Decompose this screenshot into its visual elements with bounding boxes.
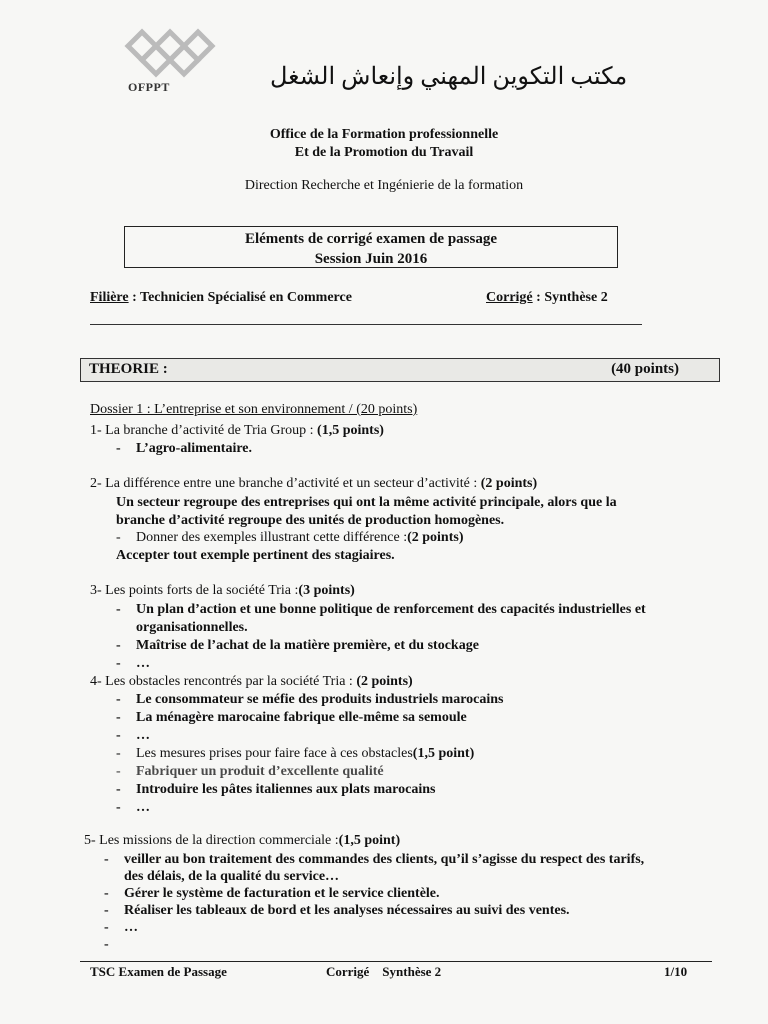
answer-text: branche d’activité regroupe des unités de production homogènes.: [116, 513, 505, 528]
filiere-value: : Technicien Spécialisé en Commerce: [128, 290, 352, 305]
question-text: 5- Les missions de la direction commerciale :: [84, 833, 339, 848]
arabic-title: مكتب التكوين المهني وإنعاش الشغل: [270, 64, 628, 90]
dossier-heading: Dossier 1 : L’entreprise et son environnement / (20 points): [90, 402, 418, 417]
answer-text: organisationnelles.: [136, 620, 248, 635]
answer-item: - Introduire les pâtes italiennes aux plats marocains: [116, 782, 436, 797]
filiere: [90, 290, 352, 306]
logo-label: OFPPT: [128, 80, 170, 94]
filiere-label: Filière: [90, 290, 129, 305]
answer-item: - …: [116, 656, 150, 671]
answer-text: veiller au bon traitement des commandes des clients, qu’il s’agisse du respect des tarifs,: [124, 852, 645, 867]
question-text: 2- La différence entre une branche d’activité et un secteur d’activité :: [90, 476, 481, 491]
footer-divider: [80, 961, 712, 962]
question-points: (1,5 point): [412, 746, 475, 761]
question-text: 3- Les points forts de la société Tria :: [90, 583, 299, 598]
question-points: (2 points): [356, 674, 413, 689]
answer-text: Un plan d’action et une bonne politique de renforcement des capacités industrielles et: [136, 602, 646, 617]
answer-item-empty: -: [104, 937, 109, 952]
answer-text: Réaliser les tableaux de bord et les analyses nécessaires au suivi des ventes.: [124, 903, 570, 918]
question-points: (2 points): [407, 530, 464, 545]
answer-text: des délais, de la qualité du service…: [124, 869, 340, 884]
sub-question: - Les mesures prises pour faire face à ces obstacles(1,5 point): [116, 746, 475, 761]
exam-session: Session Juin 2016: [314, 251, 428, 267]
theorie-banner: [80, 358, 720, 382]
answer-item: - L’agro-alimentaire.: [116, 441, 253, 456]
corrige-label: Corrigé: [486, 290, 533, 305]
answer-item: - La ménagère marocaine fabrique elle-même sa semoule: [116, 710, 467, 725]
question-1: [90, 423, 384, 439]
footer-center: Corrigé Synthèse 2: [326, 964, 442, 979]
answer-text: …: [136, 728, 150, 743]
answer-text: Introduire les pâtes italiennes aux plats marocains: [136, 782, 436, 797]
question-3: [90, 583, 355, 599]
answer-item: - Maîtrise de l’achat de la matière première, et du stockage: [116, 638, 479, 653]
department: Direction Recherche et Ingénierie de la formation: [244, 178, 524, 193]
answer-item: - Réaliser les tableaux de bord et les analyses nécessaires au suivi des ventes.: [104, 903, 570, 918]
page-number: 1/10: [664, 964, 688, 979]
question-points: (2 points): [480, 476, 538, 491]
question-text: 1- La branche d’activité de Tria Group :: [90, 423, 318, 438]
answer-item: - …: [104, 920, 138, 935]
sub-question-text: Les mesures prises pour faire face à ces obstacles: [136, 746, 413, 761]
corrige-value: : Synthèse 2: [532, 290, 608, 305]
answer-item: - veiller au bon traitement des commandes des clients, qu’il s’agisse du respect des tarifs,: [104, 852, 645, 867]
question-text: 4- Les obstacles rencontrés par la société Tria :: [90, 674, 357, 689]
answer-item: - Fabriquer un produit d’excellente qualité: [116, 764, 384, 779]
sub-question: - Donner des exemples illustrant cette différence :(2 points): [116, 530, 464, 545]
answer-item: - Un plan d’action et une bonne politique de renforcement des capacités industrielles et: [116, 602, 646, 617]
answer-text: Le consommateur se méfie des produits industriels marocains: [136, 692, 504, 707]
exam-title: Eléments de corrigé examen de passage: [244, 231, 498, 247]
theorie-points: (40 points): [611, 361, 679, 377]
answer-text: …: [124, 920, 138, 935]
question-4: [90, 674, 413, 690]
theorie-label: THEORIE :: [89, 361, 168, 377]
question-points: (3 points): [298, 583, 355, 598]
answer-text: …: [136, 656, 150, 671]
answer-text: …: [136, 800, 150, 815]
question-2: [90, 476, 537, 492]
answer-text: La ménagère marocaine fabrique elle-même sa semoule: [136, 710, 467, 725]
answer-text: Un secteur regroupe des entreprises qui ont la même activité principale, alors que la: [116, 495, 617, 510]
divider: [90, 324, 642, 325]
answer-text: Fabriquer un produit d’excellente qualité: [136, 764, 384, 779]
answer-item: - Gérer le système de facturation et le service clientèle.: [104, 886, 440, 901]
exam-title-box: [124, 226, 618, 268]
answer-text: Gérer le système de facturation et le service clientèle.: [124, 886, 440, 901]
org-name-line2: Et de la Promotion du Travail: [294, 145, 474, 160]
corrige: [486, 290, 608, 306]
question-points: (1,5 points): [317, 423, 384, 438]
answer-text: Maîtrise de l’achat de la matière première, et du stockage: [136, 638, 479, 653]
question-5: [84, 833, 400, 849]
footer-left: TSC Examen de Passage: [90, 964, 227, 979]
answer-item: - …: [116, 728, 150, 743]
org-name-line1: Office de la Formation professionnelle: [269, 127, 499, 142]
question-points: (1,5 point): [338, 833, 401, 848]
sub-question-text: Donner des exemples illustrant cette différence :: [136, 530, 408, 545]
answer-text: L’agro-alimentaire.: [136, 441, 253, 456]
answer-text: Accepter tout exemple pertinent des stagiaires.: [116, 548, 395, 563]
answer-item: - …: [116, 800, 150, 815]
answer-item: - Le consommateur se méfie des produits industriels marocains: [116, 692, 504, 707]
